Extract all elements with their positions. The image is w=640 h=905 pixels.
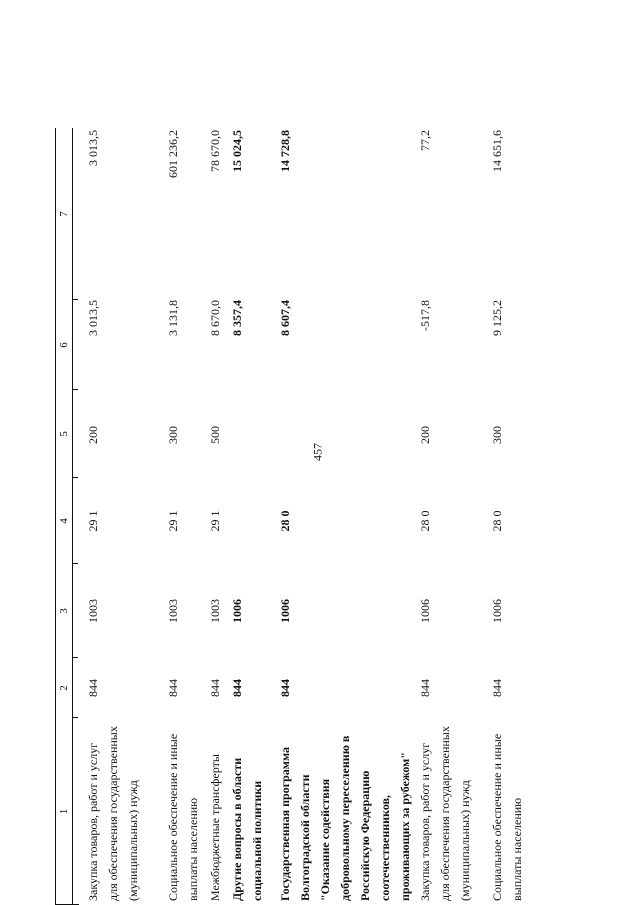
column-divider xyxy=(72,299,78,300)
cell-col-3: 1003 xyxy=(86,599,100,623)
cell-col-6: 3 013,5 xyxy=(86,300,100,336)
cell-col-4: 29 1 xyxy=(166,510,180,532)
cell-col-7: 15 024,5 xyxy=(230,130,244,172)
column-header-7: 7 xyxy=(58,211,70,217)
row-name: Государственная программа Волгоградской области "Оказание содействия добровольному переселению в Российскую Федерацию соотечественников, проживающих за рубежом" xyxy=(278,735,412,901)
cell-col-5: 200 xyxy=(86,426,100,444)
column-header-2: 2 xyxy=(58,685,70,691)
row-name: Закупка товаров, работ и услуг для обеспечения государственных (муниципальных) нужд xyxy=(86,726,140,901)
column-header-4: 4 xyxy=(58,518,70,524)
cell-col-2: 844 xyxy=(208,679,222,697)
cell-col-7: 78 670,0 xyxy=(208,130,222,172)
column-divider xyxy=(72,717,78,718)
cell-col-6: 9 125,2 xyxy=(490,300,504,336)
cell-col-3: 1006 xyxy=(490,599,504,623)
cell-col-6: 8 670,0 xyxy=(208,300,222,336)
column-divider xyxy=(72,657,78,658)
cell-col-2: 844 xyxy=(418,679,432,697)
cell-col-2: 844 xyxy=(86,679,100,697)
row-name: Закупка товаров, работ и услуг для обеспечения государственных (муниципальных) нужд xyxy=(418,726,472,901)
column-header-6: 6 xyxy=(58,342,70,348)
row-name: Межбюджетные трансферты xyxy=(208,754,222,901)
column-divider xyxy=(72,389,78,390)
column-divider xyxy=(72,477,78,478)
cell-col-4: 29 1 xyxy=(208,510,222,532)
column-header-3: 3 xyxy=(58,608,70,614)
cell-col-2: 844 xyxy=(490,679,504,697)
column-header-1: 1 xyxy=(58,808,70,815)
cell-col-7: 14 651,6 xyxy=(490,130,504,172)
cell-col-6: -517,8 xyxy=(418,300,432,331)
cell-col-5: 200 xyxy=(418,426,432,444)
cell-col-5: 300 xyxy=(166,426,180,444)
cell-col-5: 500 xyxy=(208,426,222,444)
cell-col-6: 3 131,8 xyxy=(166,300,180,336)
cell-col-2: 844 xyxy=(166,679,180,697)
cell-col-3: 1006 xyxy=(230,599,244,623)
row-name: Другие вопросы в области социальной политики xyxy=(230,757,264,901)
cell-col-7: 3 013,5 xyxy=(86,130,100,166)
cell-col-6: 8 357,4 xyxy=(230,300,244,336)
budget-table xyxy=(55,128,530,905)
cell-col-7: 14 728,8 xyxy=(278,130,292,172)
cell-col-3: 1003 xyxy=(208,599,222,623)
column-header-5: 5 xyxy=(58,431,70,437)
page-number: 457 xyxy=(310,443,325,461)
cell-col-3: 1006 xyxy=(278,599,292,623)
row-name: Социальное обеспечение и иные выплаты населению xyxy=(490,733,524,901)
cell-col-2: 844 xyxy=(278,679,292,697)
cell-col-2: 844 xyxy=(230,679,244,697)
cell-col-3: 1003 xyxy=(166,599,180,623)
cell-col-6: 8 607,4 xyxy=(278,300,292,336)
cell-col-5: 300 xyxy=(490,426,504,444)
cell-col-4: 28 0 xyxy=(418,510,432,532)
row-name: Социальное обеспечение и иные выплаты населению xyxy=(166,733,200,901)
cell-col-4: 28 0 xyxy=(490,510,504,532)
cell-col-7: 77,2 xyxy=(418,130,432,151)
cell-col-4: 28 0 xyxy=(278,510,292,532)
cell-col-4: 29 1 xyxy=(86,510,100,532)
cell-col-3: 1006 xyxy=(418,599,432,623)
header-bottom-rule xyxy=(72,128,73,905)
column-divider xyxy=(72,563,78,564)
cell-col-7: 601 236,2 xyxy=(166,130,180,178)
